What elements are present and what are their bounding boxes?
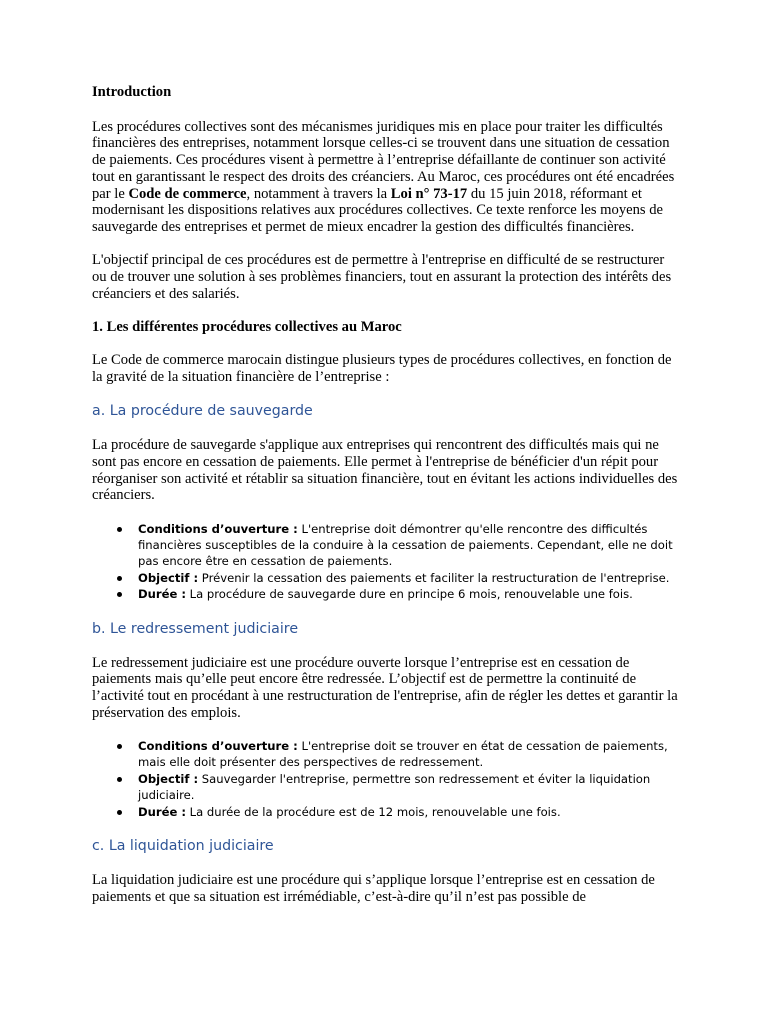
intro-text-2: , notamment à travers la: [246, 185, 391, 202]
subheading-redressement: b. Le redressement judiciaire: [92, 620, 299, 637]
bullet-text: Sauvegarder l'entreprise, permettre son redressement et éviter la liquidation judiciaire.: [138, 771, 651, 803]
bullet-icon: [117, 576, 122, 581]
subheading-sauvegarde: a. La procédure de sauvegarde: [92, 403, 313, 420]
list-item: [92, 804, 682, 820]
bullet-icon: [117, 744, 122, 749]
objective-paragraph: L'objectif principal de ces procédures est de permettre à l'entreprise en difficulté de se restructurer ou de trouver une solution à ses problèmes financiers, tout en assurant la protection des intérêts des créanciers et des salariés.: [92, 252, 672, 302]
intro-paragraph: [92, 119, 682, 236]
sauvegarde-paragraph: La procédure de sauvegarde s'applique aux entreprises qui rencontrent des difficultés mais qui ne sont pas encore en cessation de paiements. Elle permet à l'entreprise de bénéficier d'un répit pour réorganiser son activité et rétablir sa situation financière, tout en évitant les actions individuelles des créanciers.: [92, 437, 678, 504]
list-item: [92, 771, 682, 804]
bullet-text: La procédure de sauvegarde dure en principe 6 mois, renouvelable une fois.: [186, 587, 633, 602]
document-body: [92, 84, 682, 922]
list-item: [92, 570, 682, 586]
bullet-icon: [117, 777, 122, 782]
intro-text-1: Les procédures collectives sont des mécanismes juridiques mis en place pour traiter les difficultés financières des entreprises, notamment lorsque celles-ci se trouvent dans une situation de cessation de paiements. Ces procédures visent à permettre à l’entreprise défaillante de continuer son activité tout en garantissant le respect des droits des créanciers. Au Maroc, ces procédures ont été encadrées par le: [92, 118, 675, 202]
section-heading: 1. Les différentes procédures collectives au Maroc: [92, 318, 402, 335]
bullet-label: Objectif :: [138, 771, 199, 786]
document-title: Introduction: [92, 84, 172, 100]
bullet-label: Durée :: [138, 587, 186, 602]
bullet-icon: [117, 592, 122, 597]
intro-bold-law: Loi n° 73-17: [390, 185, 468, 202]
bullet-text: L'entreprise doit se trouver en état de cessation de paiements, mais elle doit présenter des perspectives de redressement.: [138, 739, 668, 770]
bullet-text: L'entreprise doit démontrer qu'elle rencontre des difficultés financières susceptibles de la conduire à la cessation de paiements. Cependant, elle ne doit pas encore être en cessation de paiements.: [138, 521, 673, 569]
bullet-icon: [117, 527, 122, 532]
bullet-label: Conditions d’ouverture :: [138, 521, 298, 536]
redressement-bullet-list: [92, 738, 682, 820]
liquidation-paragraph: La liquidation judiciaire est une procédure qui s’applique lorsque l’entreprise est en cessation de paiements et que sa situation est irrémédiable, c’est-à-dire qu’il n’est pas possible de: [92, 872, 655, 905]
section-intro-paragraph: Le Code de commerce marocain distingue plusieurs types de procédures collectives, en fonction de la gravité de la situation financière de l’entreprise :: [92, 352, 672, 386]
bullet-icon: [117, 810, 122, 815]
bullet-label: Objectif :: [138, 570, 199, 585]
intro-bold-code: Code de commerce: [128, 185, 247, 202]
subheading-liquidation: c. La liquidation judiciaire: [92, 838, 274, 855]
intro-text-3: du 15 juin 2018, réformant et modernisant les dispositions relatives aux procédures collectives. Ce texte renforce les moyens de sauvegarde des entreprises et permet de mieux encadrer la gestion des difficultés financières.: [92, 185, 664, 235]
list-item: [92, 521, 682, 570]
redressement-paragraph: Le redressement judiciaire est une procédure ouverte lorsque l’entreprise est en cessation de paiements mais qu’elle peut encore être redressée. L’objectif est de permettre la continuité de l’activité tout en procédant à une restructuration de l'entreprise, afin de régler les dettes et garantir la préservation des emplois.: [92, 654, 678, 721]
bullet-text: Prévenir la cessation des paiements et faciliter la restructuration de l'entreprise.: [198, 570, 670, 585]
list-item: [92, 738, 682, 771]
bullet-text: La durée de la procédure est de 12 mois, renouvelable une fois.: [186, 804, 561, 819]
bullet-label: Conditions d’ouverture :: [138, 739, 298, 753]
list-item: [92, 586, 682, 602]
bullet-label: Durée :: [138, 804, 186, 819]
sauvegarde-bullet-list: [92, 521, 682, 603]
